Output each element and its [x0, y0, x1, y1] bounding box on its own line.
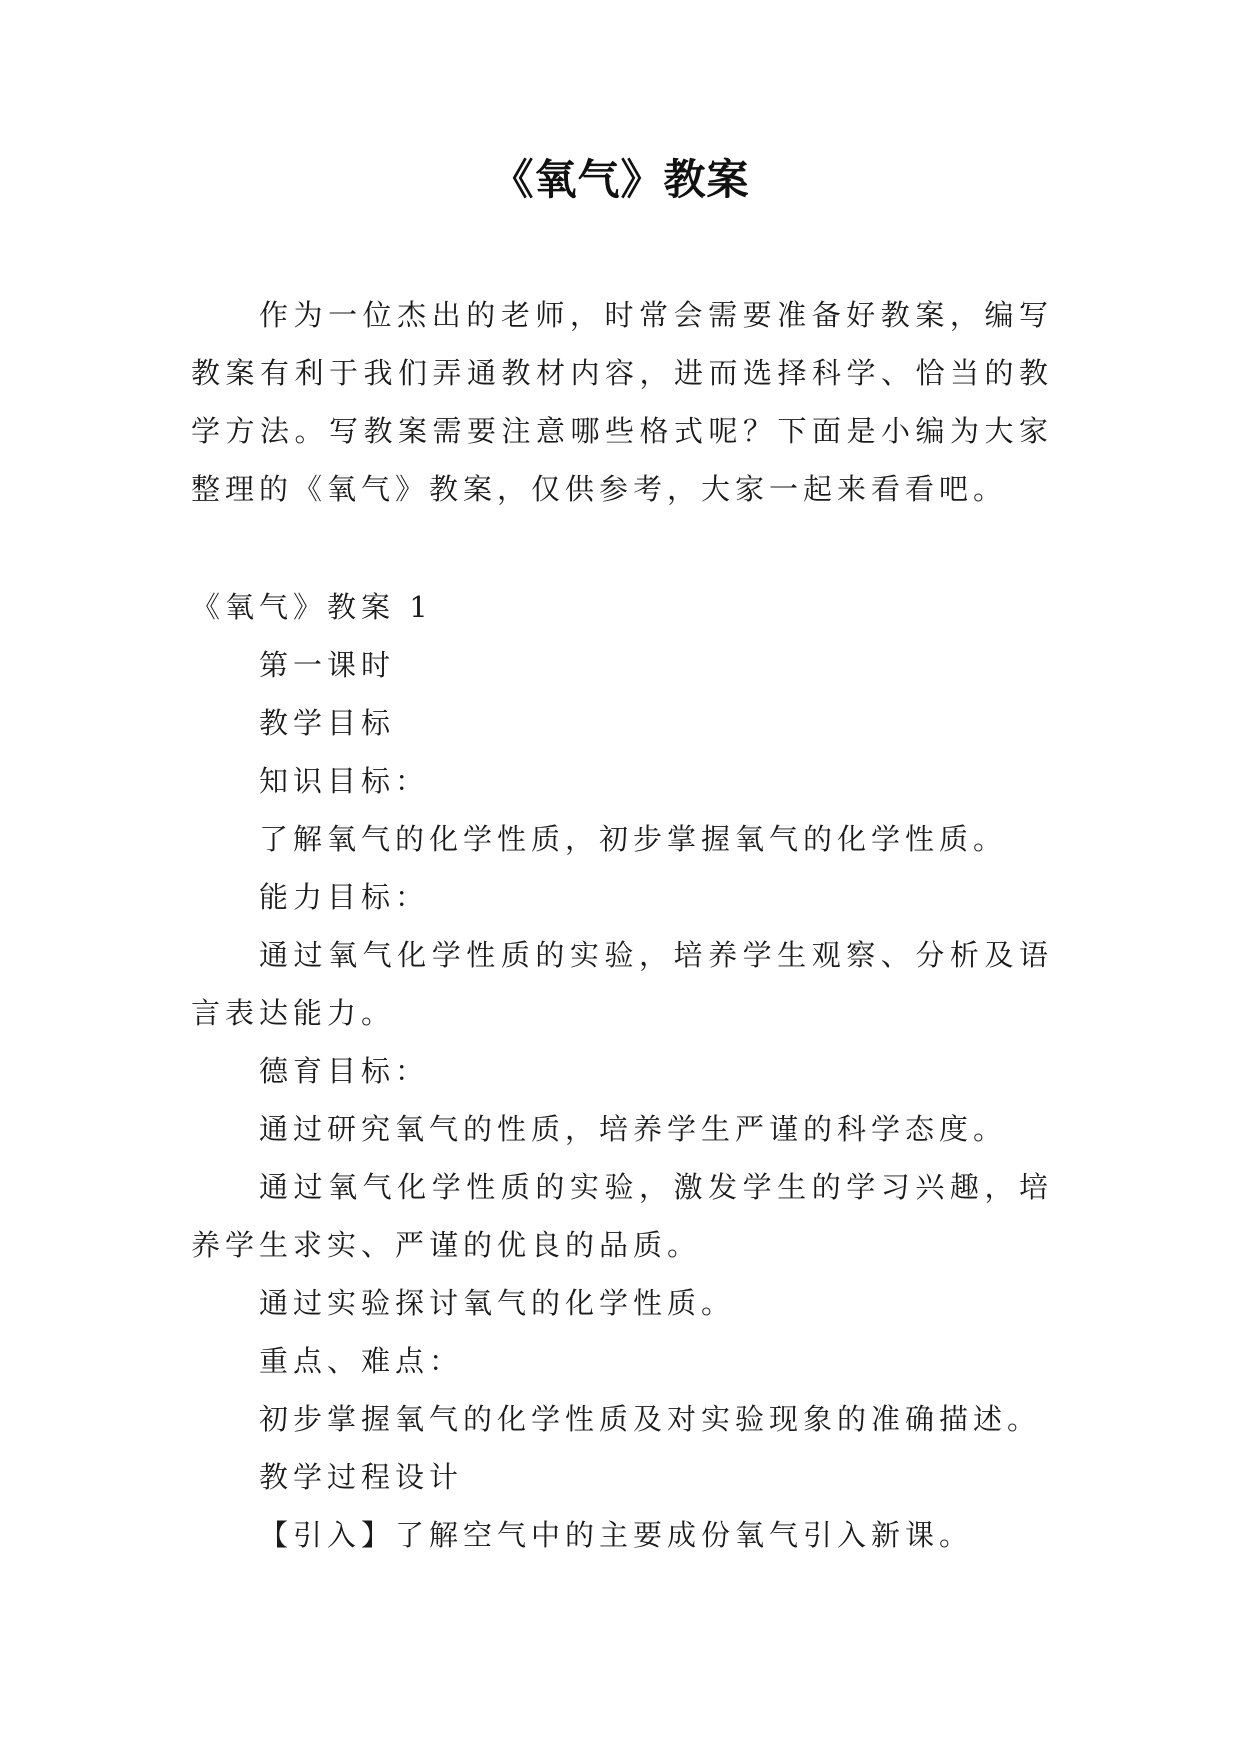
- ability-goal-text: 通过氧气化学性质的实验，培养学生观察、分析及语言表达能力。: [191, 938, 1053, 1030]
- process-design-heading: 教学过程设计: [259, 1460, 464, 1494]
- knowledge-goal-text: 了解氧气的化学性质，初步掌握氧气的化学性质。: [259, 822, 1008, 856]
- knowledge-goal-label: 知识目标：: [259, 764, 430, 798]
- lesson-period: 第一课时: [259, 648, 396, 682]
- section-heading: 《氧气》教案 1: [191, 590, 433, 624]
- teaching-goals-heading: 教学目标: [259, 706, 396, 740]
- intro-paragraph: 作为一位杰出的老师，时常会需要准备好教案，编写教案有利于我们弄通教材内容，进而选择科学、恰当的教学方法。写教案需要注意哪些格式呢？下面是小编为大家整理的《氧气》教案，仅供参考，大家一起来看看吧。: [191, 298, 1053, 506]
- key-points-text: 初步掌握氧气的化学性质及对实验现象的准确描述。: [259, 1402, 1042, 1436]
- introduction-step: 【引入】了解空气中的主要成份氧气引入新课。: [259, 1518, 974, 1552]
- moral-goal-text-2: 通过氧气化学性质的实验，激发学生的学习兴趣，培养学生求实、严谨的优良的品质。: [191, 1170, 1053, 1262]
- key-points-label: 重点、难点：: [259, 1344, 464, 1378]
- page-title: 《氧气》教案: [491, 155, 750, 204]
- moral-goal-text-3: 通过实验探讨氧气的化学性质。: [259, 1286, 736, 1320]
- moral-goal-label: 德育目标：: [259, 1054, 430, 1088]
- lesson-plan-body: [191, 578, 1053, 1564]
- moral-goal-text-1: 通过研究氧气的性质，培养学生严谨的科学态度。: [259, 1112, 1008, 1146]
- ability-goal-label: 能力目标：: [259, 880, 430, 914]
